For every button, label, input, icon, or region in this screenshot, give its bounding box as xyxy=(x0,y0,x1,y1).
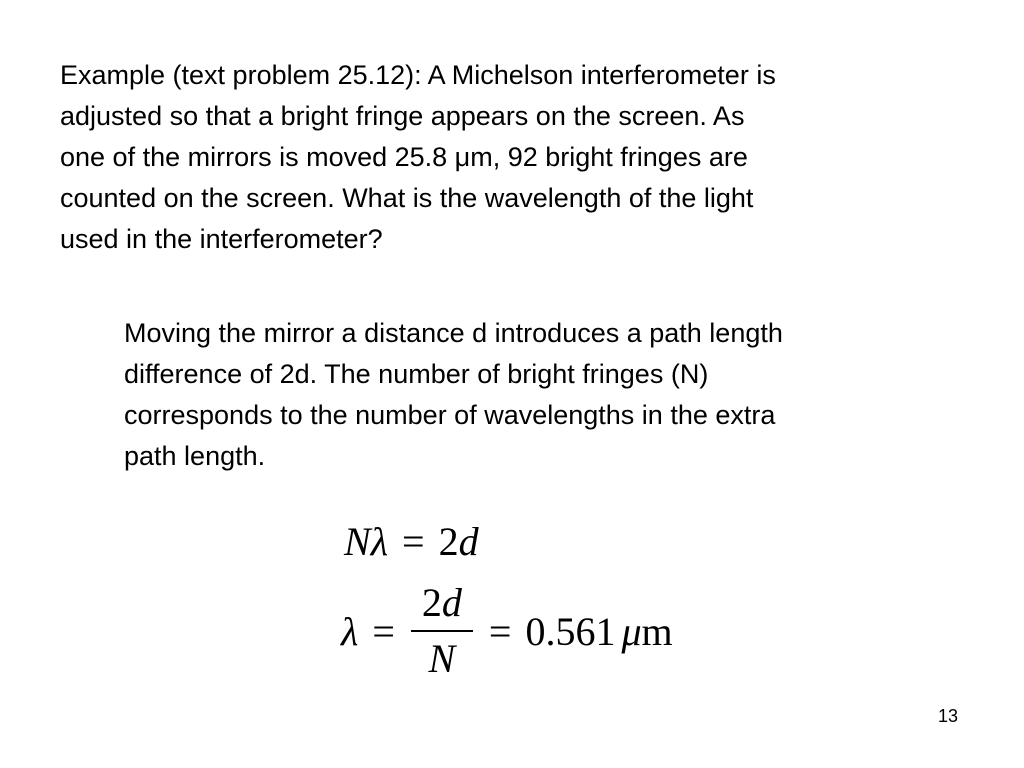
equation-lambda-result xyxy=(341,580,673,682)
eq1-d: d xyxy=(458,519,479,564)
eq2-equals-2: = xyxy=(488,608,512,654)
equation-n-lambda xyxy=(344,518,479,565)
eq1-equals: = xyxy=(402,519,425,564)
problem-statement: Example (text problem 25.12): A Michelson interferometer is adjusted so that a bright fringe appears on the screen. As one of the mirrors is moved 25.8 μm, 92 bright fringes are counted on the screen. What is the wavelength of the light used in the interferometer? xyxy=(60,60,776,254)
fraction-numerator xyxy=(418,580,466,626)
page-number: 13 xyxy=(938,706,959,726)
solution-explanation: Moving the mirror a distance d introduces a path length difference of 2d. The number of bright fringes (N) corresponds to the number of wavelengths in the extra path length. xyxy=(124,318,783,471)
fraction-denominator: N xyxy=(428,636,456,681)
fraction-2d-over-n xyxy=(411,580,473,682)
eq1-coef: 2 xyxy=(438,519,459,564)
eq2-num-d: d xyxy=(441,580,462,625)
eq2-num-coef: 2 xyxy=(421,580,442,625)
eq2-lambda: λ xyxy=(341,608,359,654)
eq2-equals-1: = xyxy=(372,608,395,654)
eq1-lambda: λ xyxy=(370,519,389,564)
eq2-unit: m xyxy=(641,608,673,654)
eq2-unit-prefix: μ xyxy=(621,608,642,654)
eq1-n: N xyxy=(344,519,371,564)
fraction-bar xyxy=(411,630,473,632)
eq2-value: 0.561 xyxy=(525,608,616,654)
